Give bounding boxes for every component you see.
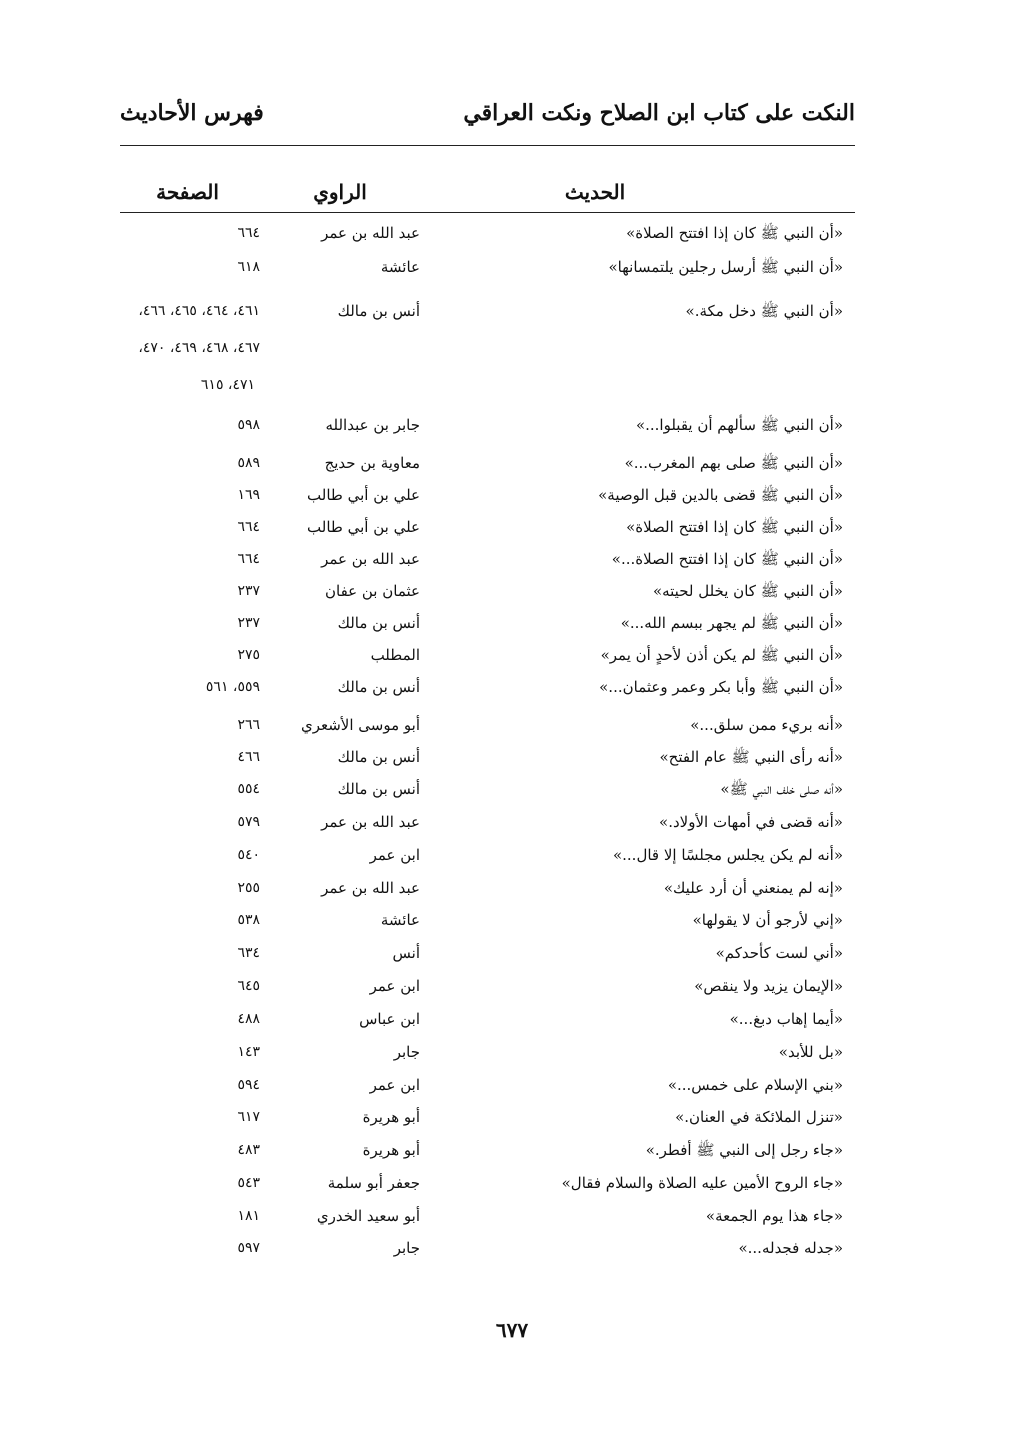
table-row — [120, 218, 855, 248]
narrator: المطلب — [370, 646, 420, 664]
page-ref: ٢٧٥ — [237, 647, 260, 663]
table-row — [120, 1070, 855, 1100]
narrator: علي بن أبي طالب — [307, 486, 420, 504]
narrator: أنس بن مالك — [337, 678, 420, 696]
page-ref: ٦٦٤ — [237, 551, 260, 567]
narrator: ابن عمر — [369, 846, 420, 864]
narrator: أبو هريرة — [362, 1141, 420, 1159]
table-row — [120, 1201, 855, 1231]
table-row — [120, 576, 855, 606]
hadith-text: «بني الإسلام على خمس...» — [667, 1076, 843, 1094]
page-ref: ٤٧١، ٦١٥ — [200, 377, 255, 393]
page-ref: ٦٦٤ — [237, 225, 260, 241]
table-row — [120, 971, 855, 1001]
table-row — [120, 807, 855, 837]
narrator: عبد الله بن عمر — [321, 879, 420, 897]
table-row — [120, 480, 855, 510]
narrator: جابر — [393, 1043, 420, 1061]
page-ref: ٥٤٣ — [237, 1175, 260, 1191]
table-row — [120, 1102, 855, 1132]
table-row — [120, 370, 855, 400]
hadith-text: «تنزل الملائكة في العنان.» — [675, 1108, 843, 1126]
hadith-text: «أن النبي ﷺ أرسل رجلين يلتمسانها» — [608, 258, 843, 276]
narrator: ابن عباس — [359, 1010, 420, 1028]
table-row — [120, 1004, 855, 1034]
table-row — [120, 774, 855, 804]
hadith-text: «بل للأبد» — [778, 1043, 843, 1061]
table-row — [120, 672, 855, 702]
narrator: عائشة — [380, 911, 420, 929]
page-ref: ٤٨٨ — [237, 1011, 260, 1027]
page-ref: ٦٣٤ — [237, 945, 260, 961]
table-row — [120, 1135, 855, 1165]
hadith-text: «جدله فجدله...» — [738, 1239, 843, 1257]
table-row — [120, 710, 855, 740]
column-header-hadith: الحديث — [564, 180, 626, 204]
hadith-text: «أني لست كأحدكم» — [715, 944, 843, 962]
page-ref: ٥٧٩ — [237, 814, 260, 830]
page-ref: ١٨١ — [237, 1208, 260, 1224]
hadith-text: «إني لأرجو أن لا يقولها» — [692, 911, 843, 929]
hadith-text: «أن النبي ﷺ دخل مكة.» — [685, 302, 843, 320]
hadith-text: «جاء الروح الأمين عليه الصلاة والسلام فقال» — [561, 1174, 843, 1192]
page-ref: ٤٨٣ — [237, 1142, 260, 1158]
page-ref: ٢٣٧ — [237, 615, 260, 631]
hadith-text: «أنه بريء ممن سلق...» — [690, 716, 843, 734]
narrator: عثمان بن عفان — [325, 582, 420, 600]
page-number: ٦٧٧ — [495, 1318, 529, 1342]
page-ref: ٦١٨ — [237, 259, 260, 275]
narrator: جابر بن عبدالله — [325, 416, 420, 434]
page-ref: ٢٣٧ — [237, 583, 260, 599]
table-row — [120, 333, 855, 363]
table-row — [120, 448, 855, 478]
book-title: النكت على كتاب ابن الصلاح ونكت العراقي — [463, 100, 855, 126]
narrator: أنس بن مالك — [337, 780, 420, 798]
page-ref: ١٤٣ — [237, 1044, 260, 1060]
page-ref: ٤٦٦ — [237, 749, 260, 765]
hadith-index-table — [120, 218, 855, 1268]
page-ref: ٢٦٦ — [237, 717, 260, 733]
page-ref: ٦٦٤ — [237, 519, 260, 535]
narrator: عبد الله بن عمر — [321, 813, 420, 831]
table-row — [120, 1037, 855, 1067]
hadith-text: «أن النبي ﷺ قضى بالدين قبل الوصية» — [598, 486, 843, 504]
table-row — [120, 296, 855, 326]
hadith-text: «أنه لم يكن يجلس مجلسًا إلا قال...» — [612, 846, 843, 864]
hadith-text: «أن النبي ﷺ كان يخلل لحيته» — [652, 582, 843, 600]
hadith-text: «أنه رأى النبي ﷺ عام الفتح» — [659, 748, 843, 766]
page-ref: ٥٥٤ — [237, 781, 260, 797]
column-header-page: الصفحة — [156, 180, 219, 204]
table-row — [120, 840, 855, 870]
table-row — [120, 905, 855, 935]
table-row — [120, 608, 855, 638]
table-row — [120, 1233, 855, 1263]
page-ref: ٥٨٩ — [237, 455, 260, 471]
hadith-text: «جاء هذا يوم الجمعة» — [705, 1207, 843, 1225]
page-ref: ١٦٩ — [237, 487, 260, 503]
narrator: أنس بن مالك — [337, 614, 420, 632]
page-ref: ٤٦١، ٤٦٤، ٤٦٥، ٤٦٦، — [138, 303, 260, 319]
hadith-text: «أن النبي ﷺ وأبا بكر وعمر وعثمان...» — [599, 678, 843, 696]
hadith-text: «أنه قضى في أمهات الأولاد.» — [659, 813, 843, 831]
hadith-text: «أن النبي ﷺ لم يجهر ببسم الله...» — [620, 614, 843, 632]
table-row — [120, 938, 855, 968]
narrator: علي بن أبي طالب — [307, 518, 420, 536]
narrator: ابن عمر — [369, 1076, 420, 1094]
narrator: أنس بن مالك — [337, 302, 420, 320]
table-row — [120, 410, 855, 440]
narrator: عبد الله بن عمر — [321, 550, 420, 568]
narrator: عائشة — [380, 258, 420, 276]
page-ref: ٥٩٤ — [237, 1077, 260, 1093]
hadith-text: «أن النبي ﷺ كان إذا افتتح الصلاة» — [626, 518, 843, 536]
table-row — [120, 512, 855, 542]
hadith-text: «أن النبي ﷺ صلى بهم المغرب...» — [624, 454, 843, 472]
table-row — [120, 742, 855, 772]
header-divider — [120, 145, 855, 146]
page-ref: ٢٥٥ — [237, 880, 260, 896]
table-row — [120, 873, 855, 903]
table-header-divider — [120, 212, 855, 213]
narrator: عبد الله بن عمر — [321, 224, 420, 242]
column-header-rawi: الراوي — [313, 180, 367, 204]
hadith-text: «جاء رجل إلى النبي ﷺ أفطر.» — [645, 1141, 843, 1159]
page-ref: ٤٦٧، ٤٦٨، ٤٦٩، ٤٧٠، — [138, 340, 260, 356]
narrator: أنس بن مالك — [337, 748, 420, 766]
page-ref: ٦١٧ — [237, 1109, 260, 1125]
narrator: جابر — [393, 1239, 420, 1257]
narrator: أبو سعيد الخدري — [316, 1207, 420, 1225]
hadith-text: «إنه لم يمنعني أن أرد عليك» — [663, 879, 843, 897]
narrator: أبو موسى الأشعري — [300, 716, 420, 734]
page-ref: ٥٣٨ — [237, 912, 260, 928]
narrator: أنس — [392, 944, 420, 962]
table-header — [120, 176, 855, 212]
index-title: فهرس الأحاديث — [120, 100, 264, 126]
hadith-text: «أن النبي ﷺ لم يكن أذن لأحدٍ أن يمر» — [600, 646, 843, 664]
hadith-text: «أيما إهاب دبغ...» — [729, 1010, 843, 1028]
hadith-text: «أن النبي ﷺ سألهم أن يقبلوا...» — [635, 416, 843, 434]
hadith-text: «أن النبي ﷺ كان إذا افتتح الصلاة» — [626, 224, 843, 242]
table-row — [120, 640, 855, 670]
table-row — [120, 544, 855, 574]
running-header — [120, 100, 855, 140]
table-row — [120, 252, 855, 282]
narrator: جعفر أبو سلمة — [327, 1174, 420, 1192]
narrator: معاوية بن حديج — [324, 454, 420, 472]
page-ref: ٥٩٨ — [237, 417, 260, 433]
page-ref: ٦٤٥ — [237, 978, 260, 994]
narrator: ابن عمر — [369, 977, 420, 995]
table-row — [120, 1168, 855, 1198]
hadith-text: «أنه صلى خلف النبي ﷺ» — [720, 780, 843, 798]
page-ref: ٥٤٠ — [237, 847, 260, 863]
page-ref: ٥٥٩، ٥٦١ — [205, 679, 260, 695]
hadith-text: «الإيمان يزيد ولا ينقص» — [694, 977, 843, 995]
page-ref: ٥٩٧ — [237, 1240, 260, 1256]
narrator: أبو هريرة — [362, 1108, 420, 1126]
hadith-text: «أن النبي ﷺ كان إذا افتتح الصلاة...» — [611, 550, 843, 568]
